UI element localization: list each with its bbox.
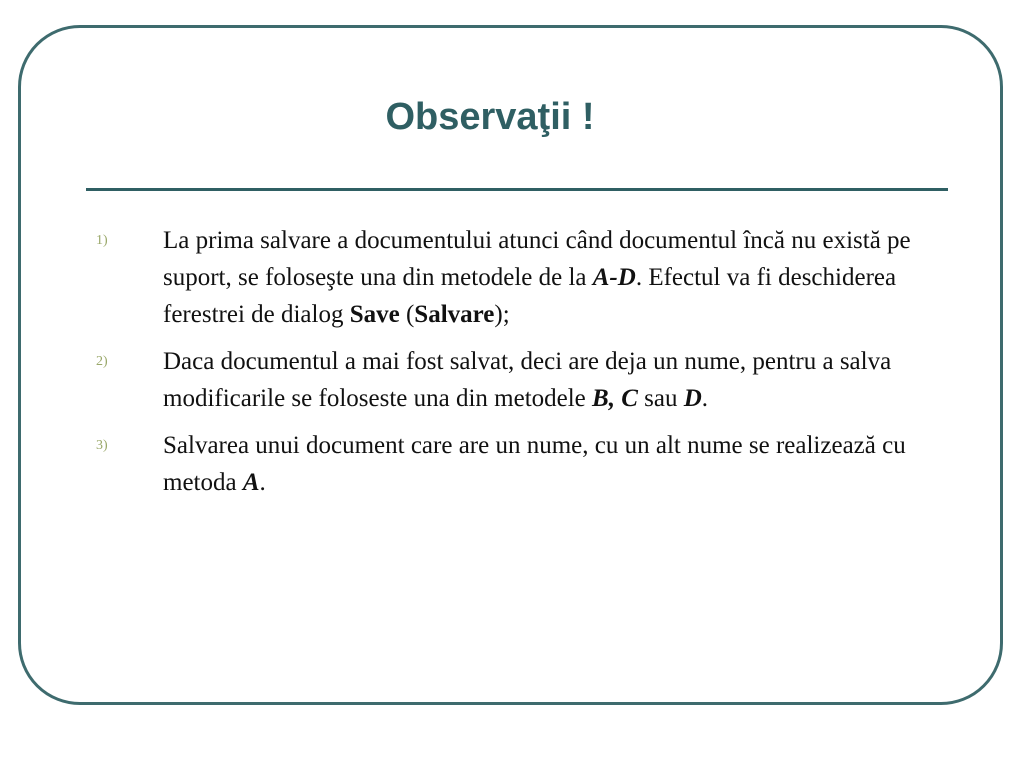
item-emphasis: C xyxy=(621,385,638,412)
item-text: . xyxy=(259,469,266,496)
item-emphasis: A xyxy=(242,469,260,496)
item-emphasis: Salvare xyxy=(414,301,495,328)
list-item xyxy=(96,343,936,417)
observations-list xyxy=(96,222,936,511)
item-emphasis: Save xyxy=(349,301,400,328)
item-emphasis: D xyxy=(683,385,702,412)
item-emphasis: B, xyxy=(592,385,615,412)
item-text: Salvarea unui document care are un nume, cu un alt nume se realizează cu metoda xyxy=(163,432,906,496)
item-text: ); xyxy=(494,301,510,328)
item-text: . Efectul va fi deschiderea ferestrei de dialog xyxy=(163,264,897,328)
title-divider xyxy=(86,188,948,191)
item-number: 2) xyxy=(96,354,108,369)
item-emphasis: A-D xyxy=(592,264,636,291)
item-text: La prima salvare a documentului atunci când documentul încă nu există pe suport, se foloseşte una din metodele de la xyxy=(163,227,911,291)
slide-title: Observaţii ! xyxy=(385,96,595,138)
item-text: . xyxy=(701,385,709,412)
item-number: 3) xyxy=(96,438,108,453)
list-item xyxy=(96,427,936,501)
list-item xyxy=(96,222,936,333)
item-text: ( xyxy=(399,301,415,328)
item-number: 1) xyxy=(96,233,108,248)
item-text: sau xyxy=(637,385,684,412)
item-text: Daca documentul a mai fost salvat, deci are deja un nume, pentru a salva modificarile se foloseste una din metodele xyxy=(163,348,892,412)
